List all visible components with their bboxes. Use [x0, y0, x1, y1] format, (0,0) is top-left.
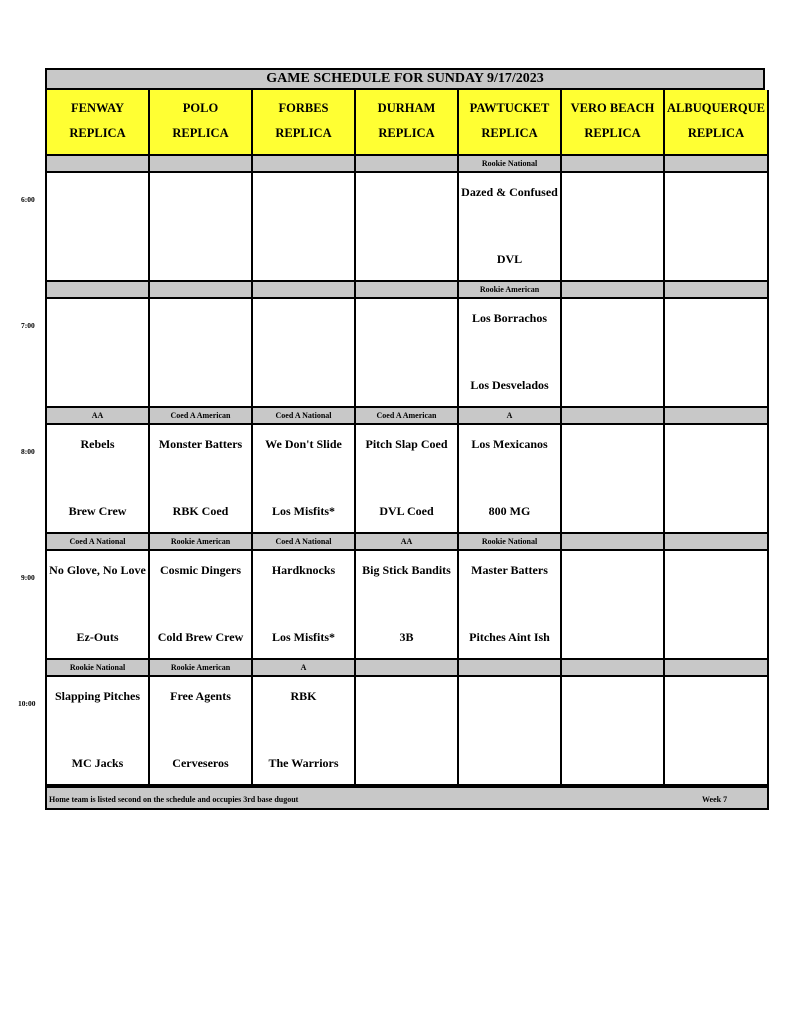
home-team — [302, 226, 306, 280]
game-cell — [45, 173, 148, 282]
game-row — [45, 173, 769, 282]
home-team — [611, 352, 615, 406]
home-team: Los Misfits* — [272, 630, 335, 645]
away-team — [611, 299, 615, 352]
home-team — [611, 226, 615, 280]
game-cell — [663, 173, 769, 282]
league-row — [45, 156, 769, 173]
game-cell — [457, 425, 560, 534]
schedule-footer — [45, 786, 769, 810]
week-label: Week 7 — [702, 795, 728, 804]
game-cell — [148, 677, 251, 786]
schedule-grid — [45, 90, 769, 786]
schedule-title: GAME SCHEDULE FOR SUNDAY 9/17/2023 — [45, 68, 765, 90]
game-cell — [354, 551, 457, 660]
away-team — [611, 551, 615, 604]
field-header-vero-beach: VERO BEACH REPLICA — [560, 90, 663, 156]
league-label: Rookie National — [457, 534, 560, 551]
game-cell — [663, 677, 769, 786]
game-cell — [663, 425, 769, 534]
home-team: The Warriors — [268, 756, 339, 771]
league-label: Coed A American — [148, 408, 251, 425]
game-cell — [354, 173, 457, 282]
game-cell — [457, 299, 560, 408]
league-label — [560, 660, 663, 677]
game-cell — [457, 173, 560, 282]
time-label: 7:00 — [21, 321, 35, 330]
home-team: DVL Coed — [379, 504, 434, 519]
game-cell — [148, 551, 251, 660]
game-cell — [354, 425, 457, 534]
away-team: Los Borrachos — [472, 311, 547, 325]
game-cell — [354, 677, 457, 786]
home-team — [405, 226, 409, 280]
league-label — [354, 156, 457, 173]
game-cell — [251, 173, 354, 282]
game-cell — [560, 551, 663, 660]
home-team: MC Jacks — [71, 756, 124, 771]
game-cell — [45, 551, 148, 660]
game-cell — [251, 425, 354, 534]
home-team: RBK Coed — [172, 504, 229, 519]
away-team — [405, 173, 409, 226]
game-cell — [457, 677, 560, 786]
home-team — [405, 352, 409, 406]
game-cell — [148, 425, 251, 534]
away-team: Slapping Pitches — [54, 689, 141, 703]
field-header-albuquerque: ALBUQUERQUE REPLICA — [663, 90, 769, 156]
home-team — [611, 604, 615, 658]
league-row — [45, 660, 769, 677]
league-label — [560, 408, 663, 425]
home-team: Brew Crew — [68, 504, 127, 519]
time-label: 9:00 — [21, 573, 35, 582]
game-cell — [251, 551, 354, 660]
home-team — [714, 604, 718, 658]
home-team — [611, 478, 615, 532]
game-row — [45, 299, 769, 408]
away-team: Monster Batters — [158, 437, 243, 451]
game-cell — [560, 677, 663, 786]
league-label — [663, 282, 769, 299]
home-team — [714, 730, 718, 784]
league-label: A — [457, 408, 560, 425]
league-label: A — [251, 660, 354, 677]
game-cell — [457, 551, 560, 660]
home-team: 3B — [399, 630, 414, 645]
away-team — [302, 299, 306, 352]
away-team — [611, 173, 615, 226]
away-team — [96, 299, 100, 352]
league-label — [354, 282, 457, 299]
game-row — [45, 425, 769, 534]
away-team — [714, 551, 718, 604]
away-team: Hardknocks — [271, 563, 336, 577]
away-team: Master Batters — [471, 563, 548, 577]
league-label: Coed A American — [354, 408, 457, 425]
game-cell — [148, 173, 251, 282]
home-team — [714, 478, 718, 532]
game-cell — [560, 173, 663, 282]
game-row — [45, 677, 769, 786]
league-label — [663, 660, 769, 677]
away-team — [199, 173, 203, 226]
league-row — [45, 408, 769, 425]
home-team: Ez-Outs — [76, 630, 119, 645]
league-label: Coed A National — [251, 534, 354, 551]
league-label — [560, 282, 663, 299]
league-label — [663, 156, 769, 173]
league-label: Rookie American — [148, 534, 251, 551]
field-header-durham: DURHAM REPLICA — [354, 90, 457, 156]
league-label: Coed A National — [45, 534, 148, 551]
away-team — [302, 173, 306, 226]
league-label — [663, 534, 769, 551]
home-team — [508, 730, 512, 784]
league-label — [457, 660, 560, 677]
away-team: Los Mexicanos — [471, 437, 548, 451]
league-label: Rookie American — [148, 660, 251, 677]
home-team — [302, 352, 306, 406]
league-label: AA — [354, 534, 457, 551]
game-cell — [148, 299, 251, 408]
home-team: Cerveseros — [172, 756, 229, 771]
time-label: 10:00 — [18, 699, 36, 708]
field-header-fenway: FENWAY REPLICA — [45, 90, 148, 156]
away-team: Cosmic Dingers — [160, 563, 241, 577]
field-header-row — [45, 90, 769, 156]
home-team — [96, 352, 100, 406]
away-team — [714, 299, 718, 352]
away-team: Free Agents — [170, 689, 231, 703]
league-label — [560, 534, 663, 551]
away-team: RBK — [290, 689, 317, 703]
league-row — [45, 282, 769, 299]
league-label: Rookie National — [45, 660, 148, 677]
game-cell — [663, 299, 769, 408]
away-team: Dazed & Confused — [461, 185, 558, 199]
away-team — [405, 677, 409, 730]
home-team — [96, 226, 100, 280]
game-cell — [354, 299, 457, 408]
home-team: Los Misfits* — [272, 504, 335, 519]
away-team — [714, 677, 718, 730]
game-cell — [663, 551, 769, 660]
away-team — [508, 677, 512, 730]
field-header-pawtucket: PAWTUCKET REPLICA — [457, 90, 560, 156]
time-label: 8:00 — [21, 447, 35, 456]
game-row — [45, 551, 769, 660]
away-team — [611, 425, 615, 478]
home-team — [611, 730, 615, 784]
field-header-forbes: FORBES REPLICA — [251, 90, 354, 156]
home-team: Pitches Aint Ish — [469, 630, 550, 645]
game-cell — [45, 677, 148, 786]
game-cell — [560, 299, 663, 408]
league-label: Rookie American — [457, 282, 560, 299]
away-team: We Don't Slide — [265, 437, 342, 451]
league-label: Rookie National — [457, 156, 560, 173]
away-team — [611, 677, 615, 730]
league-label — [251, 156, 354, 173]
game-cell — [45, 425, 148, 534]
league-row — [45, 534, 769, 551]
home-team: Los Desvelados — [470, 378, 549, 393]
home-team-note: Home team is listed second on the schedule and occupies 3rd base dugout — [49, 795, 299, 804]
league-label: AA — [45, 408, 148, 425]
away-team — [199, 299, 203, 352]
league-label — [45, 282, 148, 299]
away-team — [714, 425, 718, 478]
home-team — [199, 352, 203, 406]
league-label — [560, 156, 663, 173]
league-label — [148, 282, 251, 299]
away-team: Big Stick Bandits — [362, 563, 451, 577]
away-team — [714, 173, 718, 226]
field-header-polo: POLO REPLICA — [148, 90, 251, 156]
league-label — [148, 156, 251, 173]
away-team: Rebels — [80, 437, 115, 451]
away-team — [405, 299, 409, 352]
home-team — [714, 352, 718, 406]
game-cell — [45, 299, 148, 408]
home-team: 800 MG — [488, 504, 531, 519]
league-label: Coed A National — [251, 408, 354, 425]
home-team: DVL — [496, 252, 523, 267]
game-cell — [251, 299, 354, 408]
away-team: Pitch Slap Coed — [365, 437, 448, 451]
league-label — [45, 156, 148, 173]
time-label: 6:00 — [21, 195, 35, 204]
league-label — [251, 282, 354, 299]
away-team: No Glove, No Love — [49, 563, 146, 577]
home-team — [714, 226, 718, 280]
league-label — [354, 660, 457, 677]
home-team — [405, 730, 409, 784]
away-team — [96, 173, 100, 226]
league-label — [663, 408, 769, 425]
game-cell — [560, 425, 663, 534]
game-cell — [251, 677, 354, 786]
home-team: Cold Brew Crew — [157, 630, 244, 645]
home-team — [199, 226, 203, 280]
